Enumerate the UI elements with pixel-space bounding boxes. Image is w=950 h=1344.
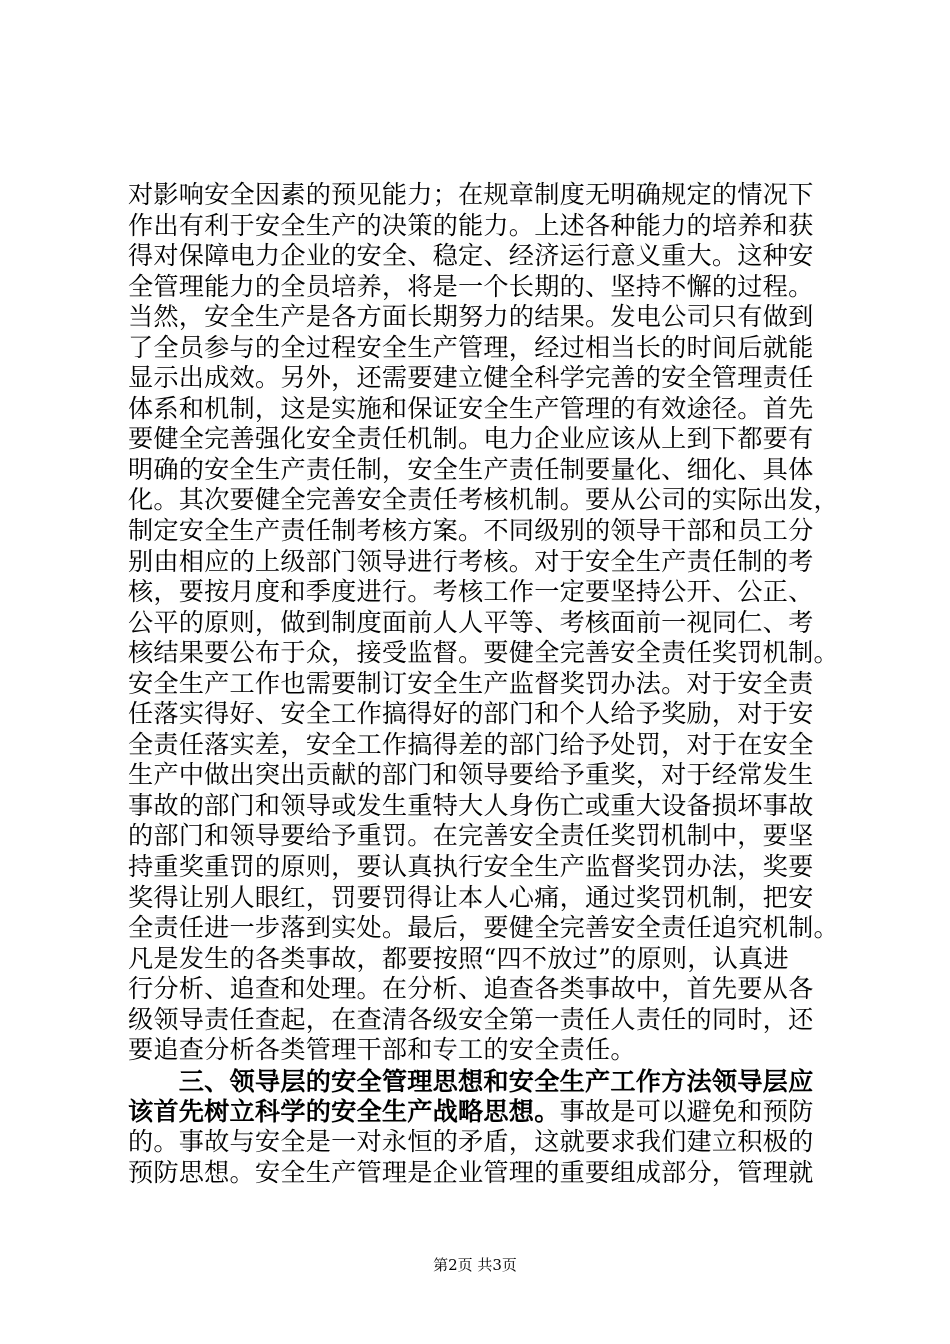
text-line: 事故的部门和领导或发生重特大人身伤亡或重大设备损坏事故 [128,790,814,820]
page-footer: 第2页 共3页 [433,1256,517,1274]
text-line: 安全生产工作也需要制订安全生产监督奖罚办法。对于安全责 [128,668,814,698]
text-line: 核结果要公布于众，接受监督。要健全完善安全责任奖罚机制。 [128,638,839,668]
text-line: 要健全完善强化安全责任机制。电力企业应该从上到下都要有 [128,424,814,454]
section-heading: 三、领导层的安全管理思想和安全生产工作方法领导层应 [128,1065,814,1096]
text-line: 预防思想。安全生产管理是企业管理的重要组成部分，管理就 [128,1157,814,1187]
text-line: 生产中做出突出贡献的部门和领导要给予重奖，对于经常发生 [128,760,814,790]
text-line: 要追查分析各类管理干部和专工的安全责任。 [128,1035,636,1065]
paragraph-start: 事故是可以避免和预防 [559,1097,814,1127]
text-line: 的部门和领导要给予重罚。在完善安全责任奖罚机制中，要坚 [128,821,814,851]
text-line: 化。其次要健全完善安全责任考核机制。要从公司的实际出发， [128,485,839,515]
body-text [128,180,868,1188]
text-line: 级领导责任查起，在查清各级安全第一责任人责任的同时，还 [128,1004,814,1034]
text-line: 体系和机制，这是实施和保证安全生产管理的有效途径。首先 [128,393,814,423]
text-line: 得对保障电力企业的安全、稳定、经济运行意义重大。这种安 [128,241,814,271]
text-line: 的。事故与安全是一对永恒的矛盾，这就要求我们建立积极的 [128,1126,814,1156]
text-line: 显示出成效。另外，还需要建立健全科学完善的安全管理责任 [128,363,814,393]
text-line: 作出有利于安全生产的决策的能力。上述各种能力的培养和获 [128,210,814,240]
section-heading-end: 该首先树立科学的安全生产战略思想。 [128,1096,560,1127]
text-line: 凡是发生的各类事故，都要按照“四不放过”的原则，认真进 [128,943,789,973]
text-line: 持重奖重罚的原则，要认真执行安全生产监督奖罚办法，奖要 [128,852,814,882]
text-line: 明确的安全生产责任制，安全生产责任制要量化、细化、具体 [128,454,814,484]
text-line: 行分析、追查和处理。在分析、追查各类事故中，首先要从各 [128,974,814,1004]
section-heading-continuation [128,1096,868,1127]
text-line: 了全员参与的全过程安全生产管理，经过相当长的时间后就能 [128,332,814,362]
text-line: 全责任落实差，安全工作搞得差的部门给予处罚，对于在安全 [128,729,814,759]
text-line: 别由相应的上级部门领导进行考核。对于安全生产责任制的考 [128,546,814,576]
text-line: 奖得让别人眼红，罚要罚得让本人心痛，通过奖罚机制，把安 [128,882,814,912]
text-line: 制定安全生产责任制考核方案。不同级别的领导干部和员工分 [128,516,814,546]
text-line: 公平的原则，做到制度面前人人平等、考核面前一视同仁、考 [128,607,814,637]
text-line: 当然，安全生产是各方面长期努力的结果。发电公司只有做到 [128,302,814,332]
text-line: 核，要按月度和季度进行。考核工作一定要坚持公开、公正、 [128,577,814,607]
text-line: 全管理能力的全员培养，将是一个长期的、坚持不懈的过程。 [128,271,814,301]
text-line: 任落实得好、安全工作搞得好的部门和个人给予奖励，对于安 [128,699,814,729]
text-line: 全责任进一步落到实处。最后，要健全完善安全责任追究机制。 [128,913,839,943]
text-line: 对影响安全因素的预见能力；在规章制度无明确规定的情况下 [128,180,814,209]
